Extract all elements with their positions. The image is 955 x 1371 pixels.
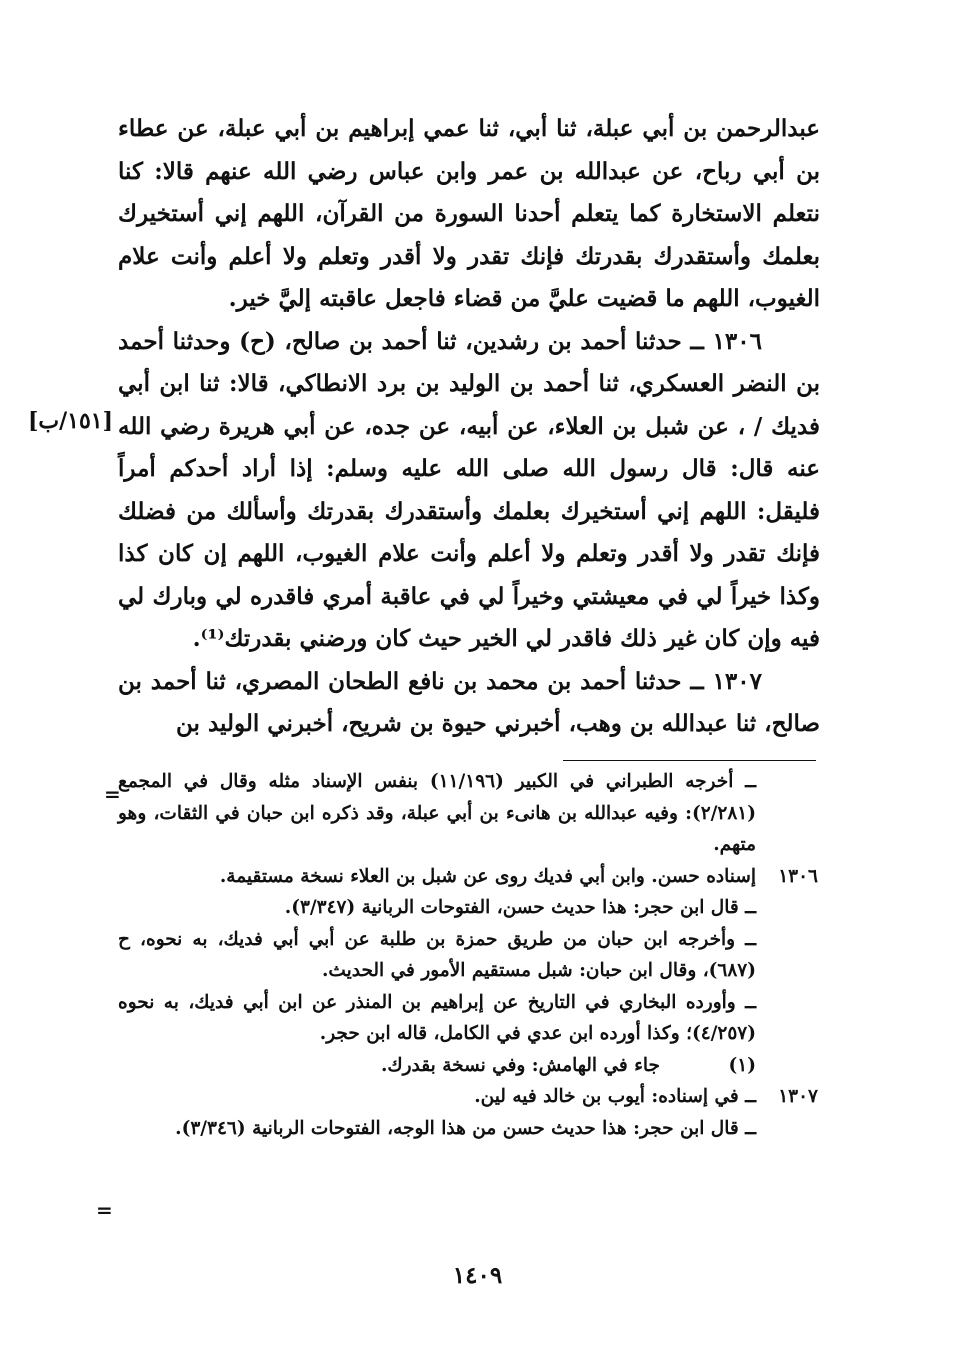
hadith-text: حدثنا أحمد بن رشدين، ثنا أحمد بن صالح، (ح) وحدثنا أحمد بن النضر العسكري، ثنا أحمد بن الوليد بن برد الانطاكي، قالا: ثنا ابن أبي فديك / ، عن شبل بن العلاء، عن أبيه، عن جده، عن أبي هريرة رضي الله عنه قال: قال رسول الله صلى الله عليه وسلم: إذا أراد أحدكم أمراً فليقل: اللهم إني أستخيرك بعلمك وأستقدرك بقدرتك وأسألك من فضلك فإنك تقدر ولا أقدر وتعلم ولا أعلم وأنت علام الغيوب، اللهم إن كان كذا وكذا خيراً لي في معيشتي وخيراً لي في عاقبة أمري فاقدره لي وبارك لي فيه وإن كان غير ذلك فاقدر لي الخير حيث كان ورضني بقدرتك⁽¹⁾. xyxy=(118,327,820,652)
footnote-separator xyxy=(563,760,816,761)
footnote-text: جاء في الهامش: وفي نسخة بقدرك. xyxy=(380,1054,660,1076)
footnote-1306-line xyxy=(118,892,818,924)
footnote-text: ــ أخرجه الطبراني في الكبير (١١/١٩٦) بنفس الإسناد مثله وقال في المجمع (٢/٢٨١): وفيه عبدالله بن هانىء بن أبي عبلة، وقد ذكره ابن حبان في الثقات، وهو متهم. xyxy=(118,771,756,855)
footnote-continued xyxy=(118,766,818,861)
footnote-1307 xyxy=(118,1081,818,1113)
hadith-number: ١٣٠٦ ــ xyxy=(690,327,762,355)
continuation-mark-end: = xyxy=(96,1198,113,1222)
footnote-1306-line xyxy=(118,987,818,1050)
footnote-1306-line xyxy=(118,924,818,987)
footnote-number: ١٣٠٧ xyxy=(778,1086,818,1107)
page-number: ١٤٠٩ xyxy=(452,1262,503,1289)
footnote-text: ــ وأخرجه ابن حبان من طريق حمزة بن طلبة عن أبي أبي فديك، به نحوه، ح (٦٨٧)، وقال ابن حبان: شبل مستقيم الأمور في الحديث. xyxy=(118,928,756,981)
footnote-number: ١٣٠٦ xyxy=(778,865,818,887)
footnote-text: ــ قال ابن حجر: هذا حديث حسن، الفتوحات الربانية (٣/٣٤٧). xyxy=(284,897,756,918)
paragraph-continuation: عبدالرحمن بن أبي عبلة، ثنا أبي، ثنا عمي إبراهيم بن أبي عبلة، عن عطاء بن أبي رباح، عن عبدالله بن عمر وابن عباس رضي الله عنهم قالا: كنا نتعلم الاستخارة كما يتعلم أحدنا السورة من القرآن، اللهم إني أستخيرك بعلمك وأستقدرك بقدرتك فإنك تقدر ولا أقدر وتعلم ولا أعلم وأنت علام الغيوب، اللهم ما قضيت عليَّ من قضاء فاجعل عاقبته إليَّ خير. xyxy=(118,115,820,312)
footnote-number: (١) xyxy=(728,1054,756,1076)
hadith-number: ١٣٠٧ ــ xyxy=(690,667,762,695)
main-text xyxy=(118,108,820,746)
footnote-1 xyxy=(118,1050,818,1082)
footnote-text: ــ قال ابن حجر: هذا حديث حسن من هذا الوجه، الفتوحات الربانية (٣/٣٤٦). xyxy=(175,1117,756,1139)
footnote-text: ــ في إسناده: أيوب بن خالد فيه لين. xyxy=(474,1086,756,1107)
manuscript-folio-marker: [١٥١/ب] xyxy=(28,408,114,434)
hadith-1306 xyxy=(118,321,820,661)
hadith-text: حدثنا أحمد بن محمد بن نافع الطحان المصري، ثنا أحمد بن صالح، ثنا عبدالله بن وهب، أخبرني حيوة بن شريح، أخبرني الوليد بن xyxy=(118,667,820,737)
hadith-1307 xyxy=(118,661,820,746)
footnote-text: ــ وأورده البخاري في التاريخ عن إبراهيم بن المنذر عن ابن أبي فديك، به نحوه (٤/٢٥٧)؛ وكذا أورده ابن عدي في الكامل، قاله ابن حجر. xyxy=(118,991,756,1044)
footnotes xyxy=(118,766,818,1144)
footnote-1306 xyxy=(118,861,818,893)
continuation-mark: = xyxy=(104,782,121,806)
footnote-1307-line xyxy=(118,1113,818,1145)
footnote-text: إسناده حسن. وابن أبي فديك روى عن شبل بن العلاء نسخة مستقيمة. xyxy=(219,865,756,887)
